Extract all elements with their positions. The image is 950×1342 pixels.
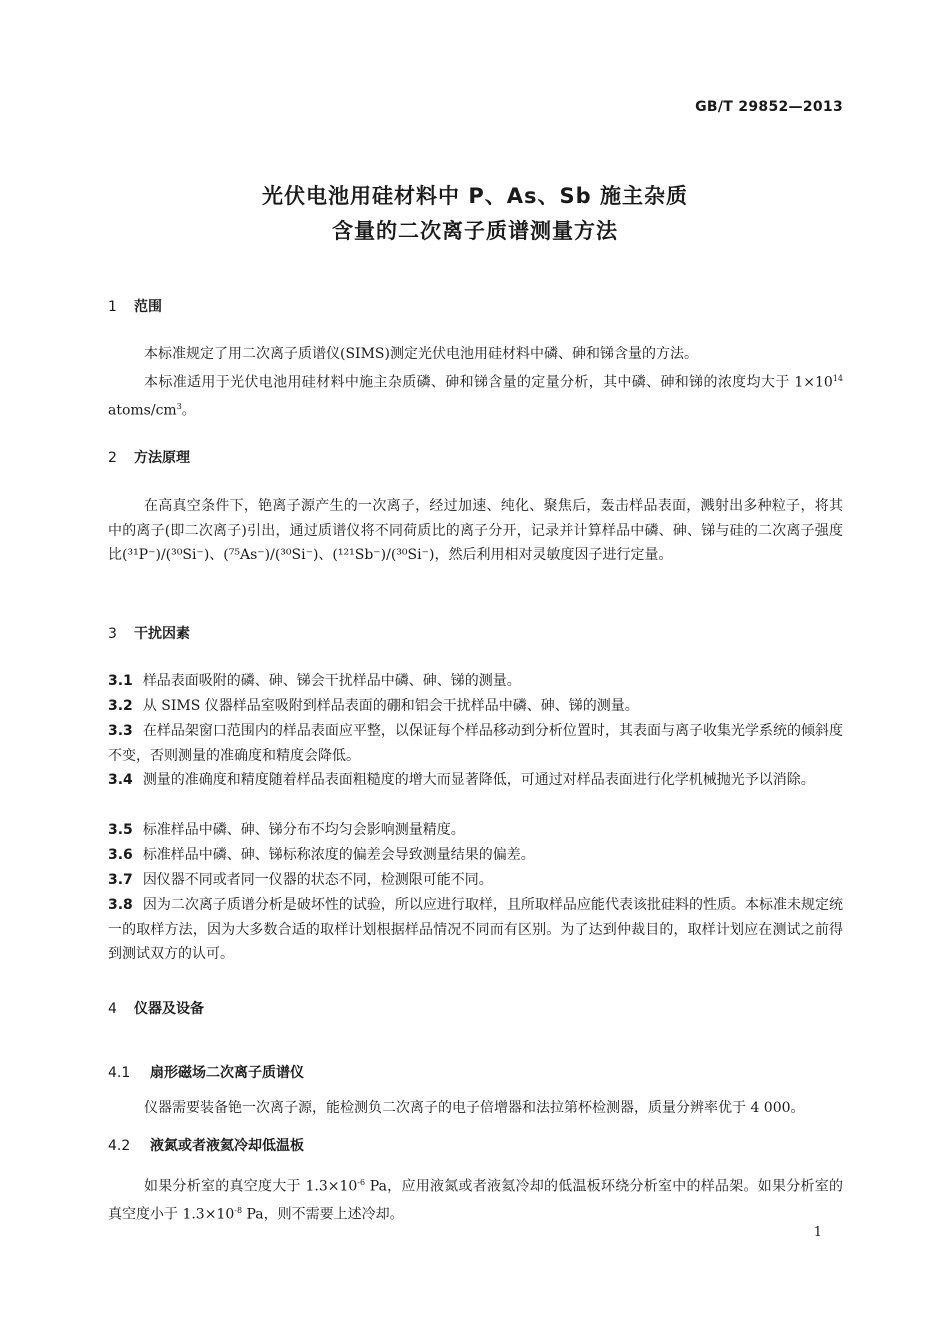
section-title: 范围 — [134, 299, 162, 315]
item-number: 3.5 — [108, 822, 133, 838]
text: Pa，应用液氮或者液氦冷却的低温板环绕分析室中的样品架。如果分析室的真空度小于 1.3×10 — [108, 1178, 843, 1223]
item-text: 测量的准确度和精度随着样品表面粗糙度的增大而显著降低，可通过对样品表面进行化学机械抛光予以消除。 — [142, 772, 815, 788]
item-number: 3.6 — [108, 847, 133, 863]
item-number: 3.8 — [108, 897, 133, 913]
standard-code: GB/T 29852—2013 — [695, 99, 843, 115]
item-number: 3.3 — [108, 723, 133, 739]
subsection-title: 液氮或者液氦冷却低温板 — [150, 1138, 304, 1154]
superscript: 3 — [176, 402, 182, 412]
item-3-2 — [108, 694, 843, 719]
section-1-paragraph-2 — [108, 367, 843, 423]
item-number: 3.1 — [108, 673, 133, 689]
section-1-paragraph-1: 本标准规定了用二次离子质谱仪(SIMS)测定光伏电池用硅材料中磷、砷和锑含量的方法。 — [144, 346, 698, 362]
title-line-2: 含量的二次离子质谱测量方法 — [332, 219, 618, 243]
item-3-5 — [108, 818, 843, 843]
item-number: 3.7 — [108, 872, 133, 888]
item-3-4 — [108, 768, 843, 793]
section-number: 4 — [108, 1001, 117, 1017]
text: 本标准适用于光伏电池用硅材料中施主杂质磷、砷和锑含量的定量分析，其中磷、砷和锑的浓度均大于 1×10 — [144, 374, 833, 391]
section-number: 3 — [108, 626, 117, 642]
item-3-1 — [108, 669, 843, 694]
item-number: 3.4 — [108, 772, 133, 788]
item-number: 3.2 — [108, 698, 133, 714]
item-3-8 — [108, 893, 843, 967]
section-2-heading — [108, 447, 190, 467]
text: Pa，则不需要上述冷却。 — [242, 1206, 404, 1223]
text: 如果分析室的真空度大于 1.3×10 — [144, 1178, 358, 1195]
item-text: 标准样品中磷、砷、锑分布不均匀会影响测量精度。 — [142, 822, 465, 838]
subsection-number: 4.2 — [108, 1138, 131, 1154]
section-number: 1 — [108, 299, 117, 315]
page-number: 1 — [813, 1225, 822, 1240]
subsection-4-1-heading — [108, 1062, 304, 1082]
text: 。 — [181, 402, 196, 419]
section-title: 方法原理 — [134, 450, 190, 466]
superscript: -8 — [234, 1206, 243, 1216]
section-3-heading — [108, 623, 190, 643]
item-text: 从 SIMS 仪器样品室吸附到样品表面的硼和铝会干扰样品中磷、砷、锑的测量。 — [142, 698, 639, 714]
subsection-4-2-heading — [108, 1135, 304, 1155]
item-text: 在样品架窗口范围内的样品表面应平整，以保证每个样品移动到分析位置时，其表面与离子收集光学系统的倾斜度不变，否则测量的准确度和精度会降低。 — [108, 723, 843, 764]
subsection-4-2-paragraph — [108, 1171, 843, 1227]
item-text: 因仪器不同或者同一仪器的状态不同，检测限可能不同。 — [142, 872, 493, 888]
text: atoms/cm — [108, 402, 177, 419]
section-number: 2 — [108, 450, 117, 466]
section-1-heading — [108, 296, 162, 316]
item-text: 标准样品中磷、砷、锑标称浓度的偏差会导致测量结果的偏差。 — [142, 847, 535, 863]
superscript: -6 — [357, 1178, 366, 1187]
superscript: 14 — [832, 374, 843, 383]
item-3-3 — [108, 719, 843, 768]
item-3-6 — [108, 843, 843, 868]
item-text: 样品表面吸附的磷、砷、锑会干扰样品中磷、砷、锑的测量。 — [142, 673, 521, 689]
subsection-number: 4.1 — [108, 1065, 131, 1081]
section-title: 仪器及设备 — [134, 1001, 204, 1017]
item-3-7 — [108, 868, 843, 893]
item-text: 因为二次离子质谱分析是破坏性的试验，所以应进行取样，且所取样品应能代表该批硅料的性质。本标准未规定统一的取样方法，因为大多数合适的取样计划根据样品情况不同而有区别。为了达到仲裁目的，取样计划应在测试之前得到测试双方的认可。 — [108, 897, 843, 962]
subsection-4-1-paragraph: 仪器需要装备铯一次离子源，能检测负二次离子的电子倍增器和法拉第杯检测器，质量分辨率优于 4 000。 — [144, 1100, 805, 1116]
section-title: 干扰因素 — [134, 626, 190, 642]
subsection-title: 扇形磁场二次离子质谱仪 — [150, 1065, 304, 1081]
title-line-1: 光伏电池用硅材料中 P、As、Sb 施主杂质 — [262, 184, 688, 208]
section-2-paragraph: 在高真空条件下，铯离子源产生的一次离子，经过加速、纯化、聚焦后，轰击样品表面，溅射出多种粒子，将其中的离子(即二次离子)引出，通过质谱仪将不同荷质比的离子分开，记录并计算样品中磷、砷、锑与硅的二次离子强度比(³¹P⁻)/(³⁰Si⁻)、(⁷⁵As⁻)/(³⁰Si⁻)、(¹²¹Sb⁻)/(³⁰Si⁻)，然后利用相对灵敏度因子进行定量。 — [108, 498, 843, 563]
section-4-heading — [108, 998, 204, 1018]
